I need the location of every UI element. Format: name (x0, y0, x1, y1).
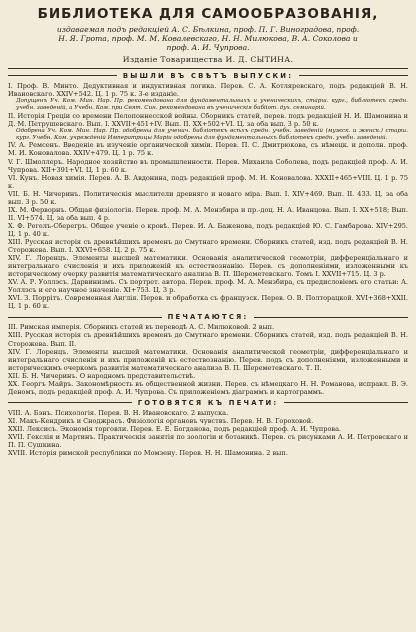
list-item: II. Исторія Греціи со времени Пелопоннесской войны. Сборникъ статей, перев. подъ редакціей Н. И. Шамонина и Д. М. Петрушевскаго. Вып. I. XXVII+451+IV. Вып. II. XX+502+VI. Ц. за оба вып. 3 р. 50 к. (8, 111, 408, 128)
list-item: VI. Кунъ. Новая химія. Перев. А. В. Авдонина, подъ редакціей проф. М. И. Коновалова. XXXII+465+VIII. Ц. 1 р. 75 к. (8, 173, 408, 190)
heading-rule-right (254, 317, 408, 318)
section-heading-published (8, 72, 408, 80)
list-item: I. Проф. В. Минто. Дедуктивная и индуктивная логика. Перев. С. А. Котляревскаго, подъ редакціей В. Н. Ивановскаго. XXIV+542. Ц. 1 р. 75 к. 3-е изданіе. (8, 81, 408, 98)
heading-rule-left (8, 402, 132, 403)
list-item: VII. Б. Н. Чичеринъ. Политическія мыслители древняго и новаго міра. Вып. I. XIV+469. Вып. II. 433. Ц. за оба вып. 3 р. 50 к. (8, 189, 408, 206)
list-item: III. Римская имперія. Сборникъ статей въ переводѣ А. С. Милюковой. 2 вып. (8, 323, 275, 332)
list-item: V. Г. Шмоллеръ. Народное хозяйство въ промышленности. Перев. Михаила Соболева, подъ редакціей проф. А. И. Чупрова. XII+391+VI. Ц. 1 р. 60 к. (8, 157, 408, 174)
heading-rule-right (299, 75, 408, 76)
list-item: XIII. Русская исторія съ древнѣйшихъ временъ до Смутнаго времени. Сборникъ статей, изд. подъ редакціей В. Н. Сторожева. Вып. I. XXVI+658. Ц. 2 р. 75 к. (8, 237, 408, 255)
list-item: XIII. Русская исторія съ древнѣйшихъ временъ до Смутнаго времени. Сборникъ статей, изд. подъ редакціей В. Н. Сторожева. Вып. II. (8, 331, 408, 348)
page-title: БИБЛИОТЕКА ДЛЯ САМООБРАЗОВАНІЯ, (37, 6, 379, 22)
approval-note: Одобрена Уч. Ком. Мин. Нар. Пр. одобрены для ученич. библіотекъ всѣхъ средн. учебн. заведеній (мужск. и женск.) старш. кург. Учебн. Ком. учрежденій Императрицы Маріи одобрены для фундаментальныхъ библіотекъ средн. учебн. заведеній. (16, 127, 408, 141)
heading-rule-left (8, 75, 117, 76)
editors-line-2: Н. Я. Грота, проф. М. М. Ковалевскаго, Н. Н. Милюкова, В. А. Соколова и (58, 34, 358, 44)
published-list (8, 82, 408, 311)
approval-note: Допущенъ Уч. Ком. Мин. Нар. Пр. рекомендована для фундаментальныхъ и ученическихъ, старш. кург., библіотекъ средн. учебн. заведеній, а Учебн. Ком. при Свят. Син. рекомендована въ ученическія бибііот. дух. семинарій. (16, 97, 408, 111)
list-item: XX. Георгъ Майръ. Закономѣрность въ общественной жизни. Перев. съ нѣмецкаго Н. Н. Романова, исправл. В. Э. Деномъ, подъ редакціей проф. А. И. Чупрова. Съ приложеніемъ діаграммъ и картограммъ. (8, 379, 408, 396)
list-item: XI. Макъ-Кендрикъ и Сноджрасъ. Физіологія органовъ чувствъ. Перев. Н. В. Гороховой. (8, 416, 314, 425)
section-heading-text: ПЕЧАТАЮТСЯ: (167, 313, 249, 322)
preparing-list (8, 409, 408, 457)
list-item: IV. А. Ремсенъ. Введеніе въ изученіе органической химіи. Перев. П. С. Дмитрюкова, съ нѣмецк. и дополн. проф. М. И. Коновалова. XXIV+479. Ц. 1 р. 75 к. (8, 141, 408, 158)
list-item: XVIII. Исторія римской республики по Момзену. Перев. Н. Н. Шамонина. 2 вып. (8, 449, 288, 458)
list-item: XIV. Г. Лоренцъ. Элементы высшей математики. Основанія аналитической геометріи, дифференціальнаго и интегральнаго счисленія и ихъ приложеній къ естествознанію. Перев. съ дополненіями, изложенными къ историческому очерку развитія математическаго анализа В. П. Шереметевскаго. Томъ I. XXVII+715. Ц. 3 р. (8, 254, 408, 279)
list-item: XXII. Лексисъ. Экономія торговли. Перев. Е. Е. Богданова, подъ редакціей проф. А. И. Чупрова. (8, 424, 342, 433)
section-heading-preparing (8, 399, 408, 407)
list-item: IX. М. Ферворнъ. Общая физіологія. Перев. проф. М. А. Мензбира и пр.-доц. Н. А. Иванцова. Вып. I. XX+518; Вып. II. VI+574. Ц. за оба вып. 4 р. (8, 205, 408, 222)
list-item: XV. А. Р. Уоллэсъ. Дарвинизмъ. Съ портрет. автора. Перев. проф. М. А. Мензбира, съ предисловіемъ его статьи: А. Уоллэсъ и его научное значеніе. XI+753. Ц. 3 р. (8, 278, 408, 295)
list-item: XVI. З. Поррітъ. Современная Англія. Перев. и обработка съ французск. Перев. О. В. Полторацкой. XVI+368+XXII. Ц. 1 р. 60 к. (8, 294, 408, 311)
printing-list (8, 323, 408, 395)
section-heading-text: ВЫШЛИ ВЪ СВѢТЪ ВЫПУСКИ: (122, 71, 294, 80)
section-heading-printing (8, 313, 408, 321)
list-item: X. Ф. Регелъ-Сберегръ. Общее ученіе о кровѣ. Перев. И. А. Баженова, подъ редакціей Ю. С. Гамбарова. XIV+295. Ц. 1 р. 40 к. (8, 221, 408, 238)
editors-line-3: проф. А. И. Чупрова. (166, 43, 250, 53)
list-item: XII. Б. Н. Чичеринъ. О народномъ представительствѣ. (8, 371, 196, 380)
publisher-line: Изданіе Товарищества И. Д. СЫТИНА. (122, 54, 294, 64)
list-item: XVII. Гекслія и Мартинъ. Практическія занятія по зоологіи и ботаникѣ. Перев. съ рисунками А. И. Петровскаго и П. П. Сушкина. (8, 432, 408, 450)
heading-rule-right (284, 402, 408, 403)
editors-line-1: издаваемая подъ редакціей А. С. Бѣлкина, проф. П. Г. Виноградова, проф. (56, 25, 360, 34)
heading-rule-left (8, 317, 162, 318)
list-item: XIV. Г. Лоренцъ. Элементы высшей математики. Основанія аналитической геометріи, дифференціальнаго и интегральнаго счисленія и ихъ приложеній къ естествознанію. Перев. подъ съ дополненіями, изложенными и историческимъ очеркомъ развитія математическаго анализа В. П. Шереметевскаго. Т. II. (8, 347, 408, 372)
section-heading-text: ГОТОВЯТСЯ КЪ ПЕЧАТИ: (137, 398, 279, 407)
header-divider (8, 68, 408, 69)
list-item: VIII. А. Бэнъ. Психологія. Перев. В. Н. Ивановскаго. 2 выпуска. (8, 408, 229, 417)
